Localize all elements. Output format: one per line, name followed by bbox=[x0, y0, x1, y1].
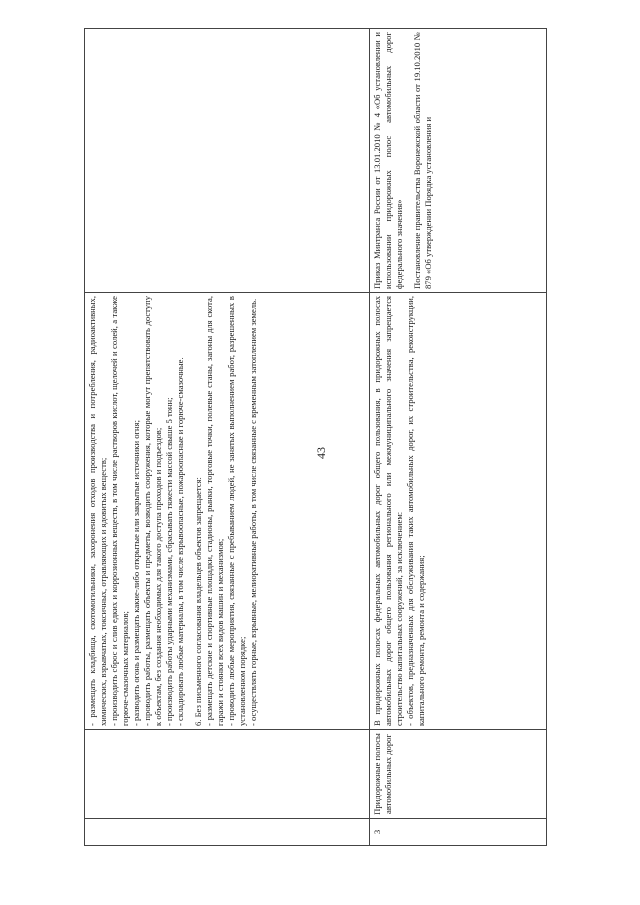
restriction-line: - производить сброс и слив едких и коррозионных веществ, в том числе растворов кислот, щелочей и солей, а также горюче-смазочных материалов; bbox=[109, 296, 130, 726]
document-sheet bbox=[84, 32, 547, 846]
restriction-line: - объектов, предназначенных для обслуживания таких автомобильных дорог, их строительства, реконструкции, капитального ремонта, ремонта и содержания; bbox=[405, 296, 426, 726]
paragraph-gap bbox=[186, 296, 193, 726]
zone-object bbox=[85, 730, 370, 819]
restriction-line: - складировать любые материалы, в том числе взрывоопасные, пожароопасные и горюче-смазочные. bbox=[175, 357, 185, 726]
legal-act: Постановление правительства Воронежской области от 19.10.2010 № 879 «Об утверждении Порядка установления и bbox=[412, 32, 433, 289]
paragraph-gap bbox=[405, 32, 412, 289]
table-row bbox=[370, 29, 547, 846]
row-number: 3 bbox=[370, 819, 547, 846]
restrictions-text bbox=[85, 293, 370, 730]
zone-object: Придорожные полосы автомобильных дорог bbox=[370, 730, 547, 819]
legal-basis bbox=[370, 29, 547, 293]
table-row bbox=[85, 29, 370, 846]
restriction-line: - размещать кладбища, скотомогильники, захоронения отходов производства и потребления, радиоактивных, химических, взрывчатых, токсичных, отравляющих и ядовитых веществ; bbox=[87, 296, 108, 726]
legal-basis bbox=[85, 29, 370, 293]
restriction-line: - размещать детские и спортивные площадки, стадионы, рынки, торговые точки, полевые станы, загоны для скота, гаражи и стоянки всех видов машин и механизмов; bbox=[204, 296, 225, 726]
restriction-line: В придорожных полосах федеральных автомобильных дорог общего пользования, в придорожных полосах автомобильных дорог общего пользования регионального или межмуниципального значения запрещается строительство капитальных сооружений, за исключением: bbox=[372, 296, 404, 726]
restriction-line: - проводить любые мероприятия, связанные с пребыванием людей, не занятых выполнением работ, разрешенных в установленном порядке; bbox=[226, 296, 247, 726]
row-number bbox=[85, 819, 370, 846]
restriction-line: - осуществлять горные, взрывные, мелиоративные работы, в том числе связанные с временным затоплением земель. bbox=[248, 298, 258, 726]
zones-table bbox=[84, 28, 547, 846]
restriction-line: 6. Без письменного согласования владельцев объектов запрещается: bbox=[193, 477, 203, 726]
restriction-line: - разводить огонь и размещать какие-либо открытые или закрытые источники огня; bbox=[131, 420, 141, 726]
legal-act: Приказ Минтранса России от 13.01.2010 № 4 «Об установлении и использовании придорожных полос автомобильных дорог федерального значения» bbox=[372, 32, 404, 289]
page-number: 43 bbox=[313, 447, 328, 459]
restriction-line: - производить работы ударными механизмами, сбрасывать тяжести массой свыше 5 тонн; bbox=[164, 397, 174, 726]
restriction-line: - проводить работы, размещать объекты и предметы, возводить сооружения, которые могут препятствовать доступу к объектам, без создания необходимых для такого доступа проходов и подъездов; bbox=[142, 296, 163, 726]
restrictions-text bbox=[370, 293, 547, 730]
